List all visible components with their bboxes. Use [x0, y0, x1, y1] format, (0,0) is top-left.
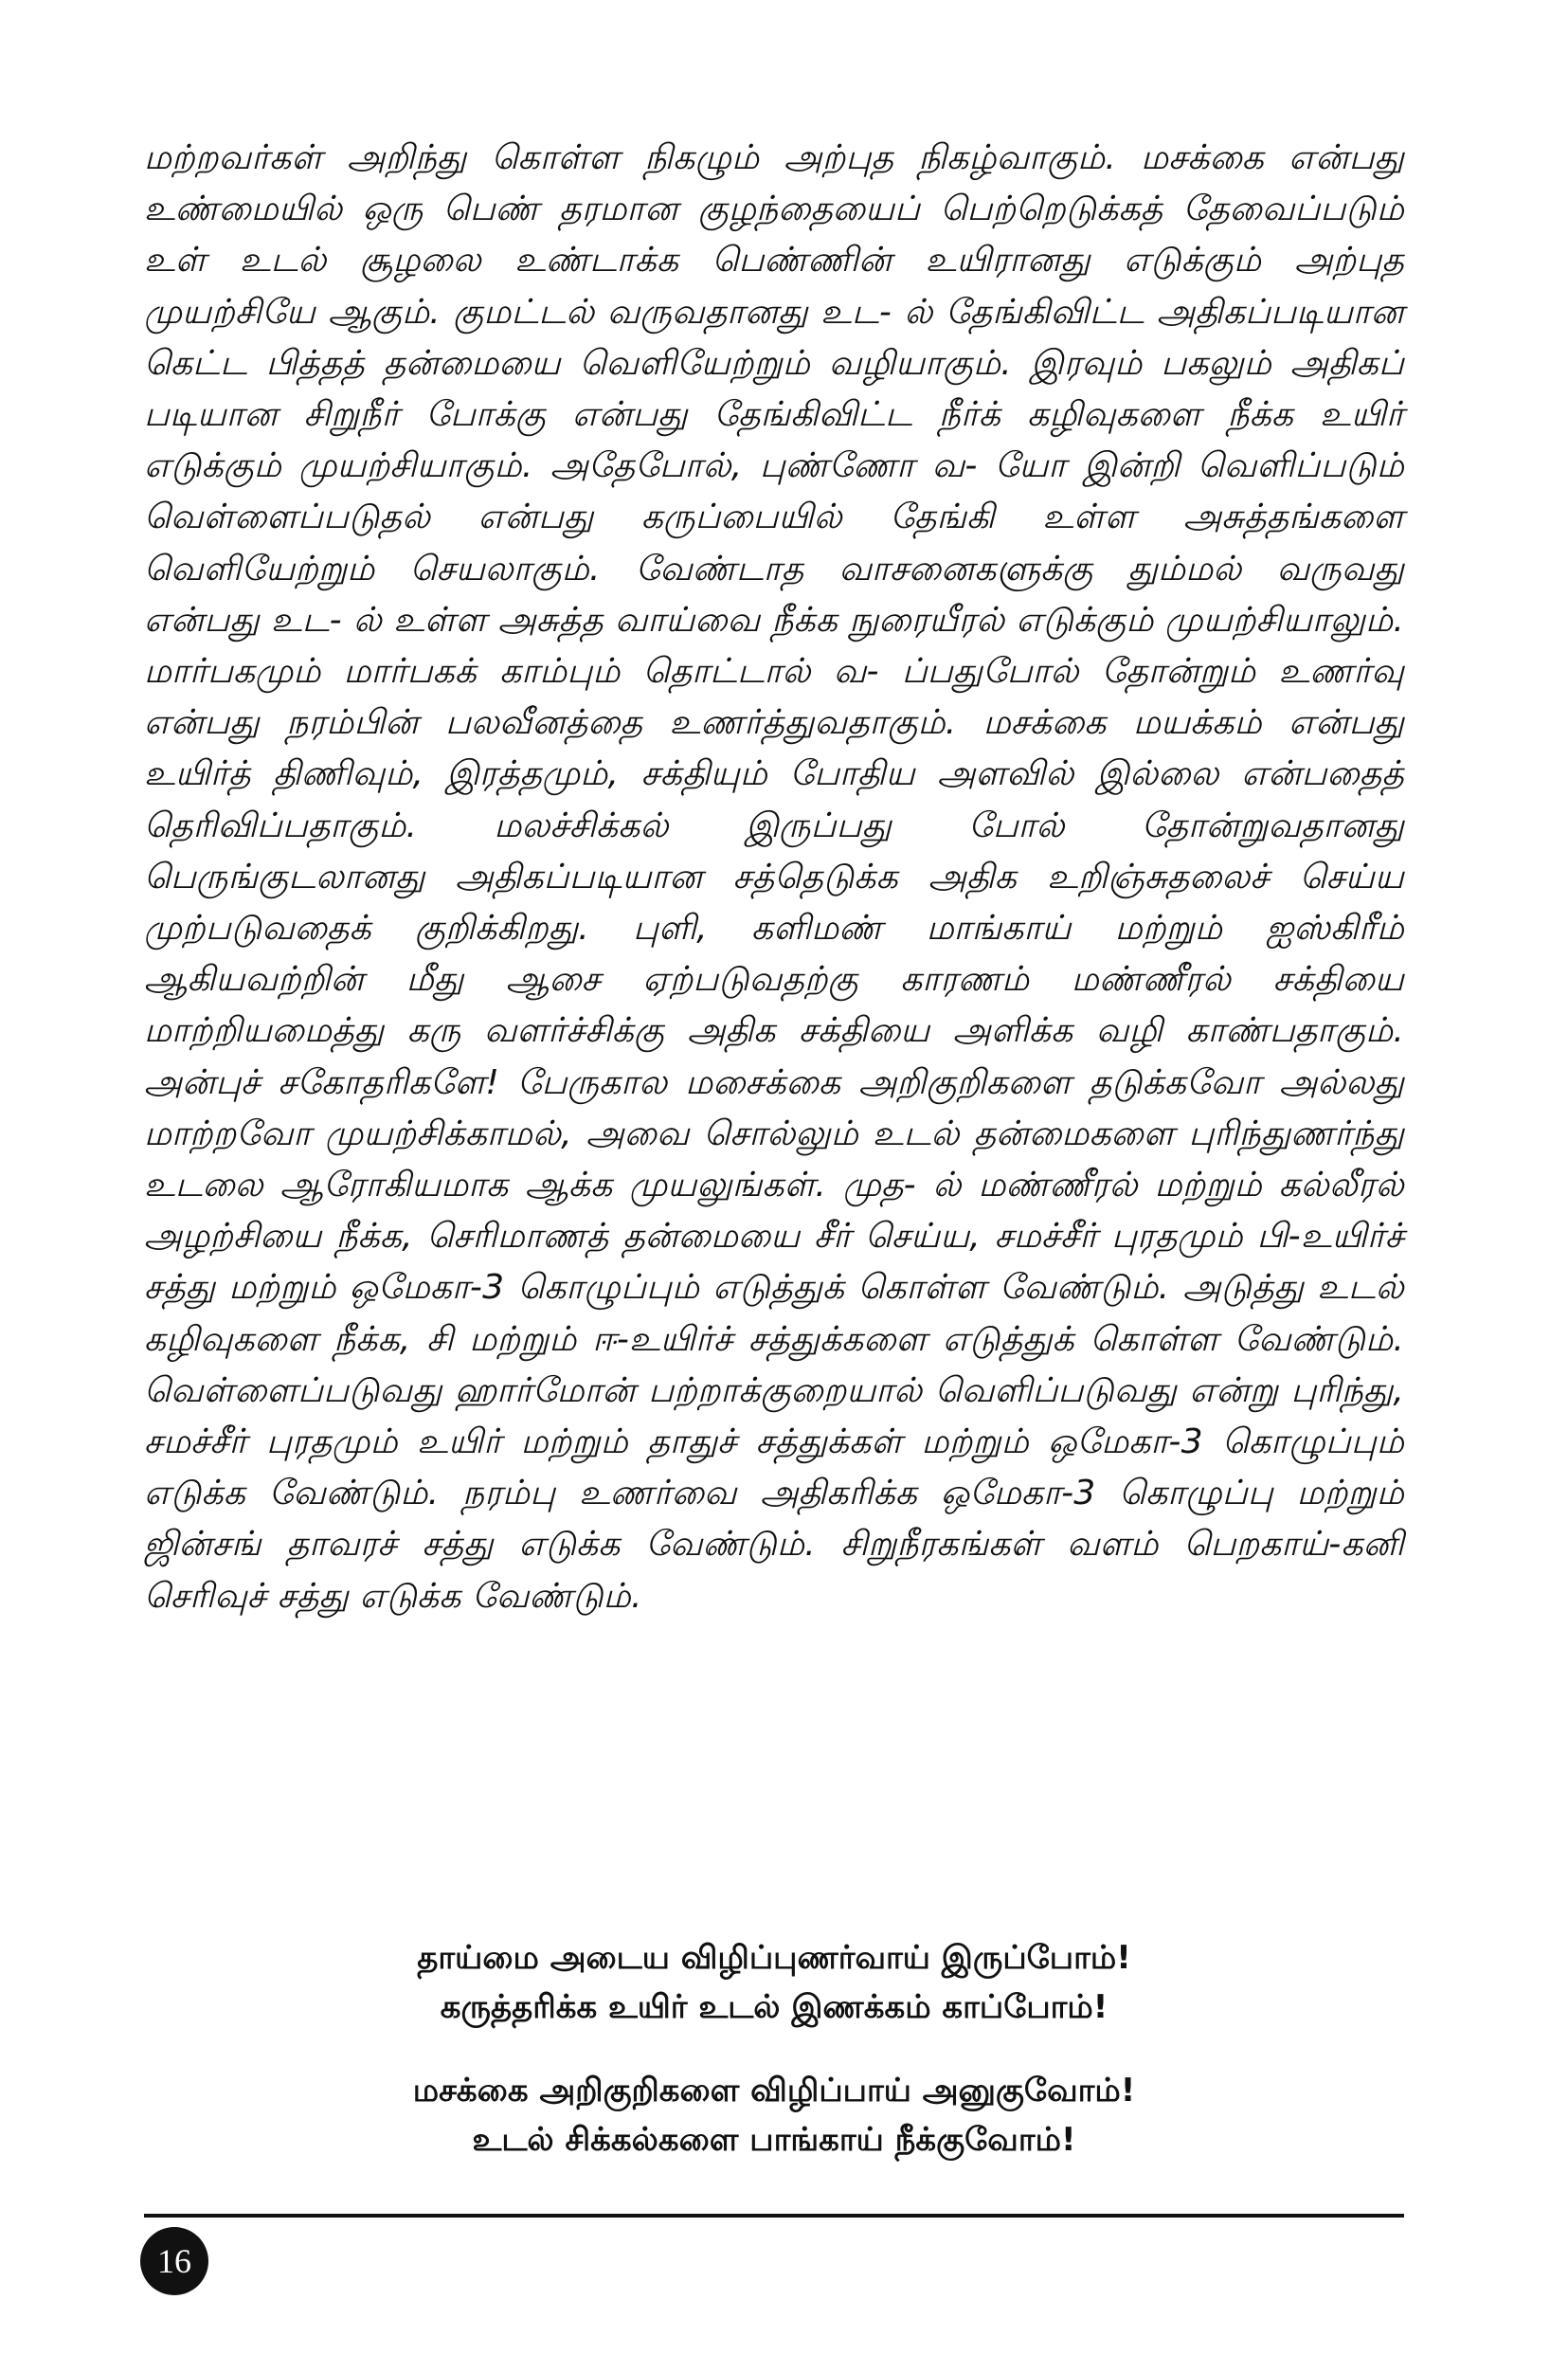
paragraph-text: மற்றவர்கள் அறிந்து கொள்ள நிகழும் அற்புத நிகழ்வாகும். மசக்கை என்பது உண்மையில் ஒரு பெண் தரமான குழந்தையைப் பெற்றெடுக்கத் தேவைப்படும் உள் உடல் சூழலை உண்டாக்க பெண்ணின் உயிரானது எடுக்கும் அற்புத முயற்சியே ஆகும். குமட்டல் வருவதானது உட- ல் தேங்கிவிட்ட அதிகப்படியான கெட்ட பித்தத் தன்மையை வெளியேற்றும் வழியாகும். இரவும் பகலும் அதிகப் படியான சிறுநீர் போக்கு என்பது தேங்கிவிட்ட நீர்க் கழிவுகளை நீக்க உயிர் எடுக்கும் முயற்சியாகும். அதேபோல், புண்ணோ வ- யோ இன்றி வெளிப்படும் வெள்ளைப்படுதல் என்பது கருப்பையில் தேங்கி உள்ள அசுத்தங்களை வெளியேற்றும் செயலாகும். வேண்டாத வாசனைகளுக்கு தும்மல் வருவது என்பது உட- ல் உள்ள அசுத்த வாய்வை நீக்க நுரையீரல் எடுக்கும் முயற்சியாலும். மார்பகமும் மார்பகக் காம்பும் தொட்டால் வ- ப்பதுபோல் தோன்றும் உணர்வு என்பது நரம்பின் பலவீனத்தை உணர்த்துவதாகும். மசக்கை மயக்கம் என்பது உயிர்த் திணிவும், இரத்தமும், சக்தியும் போதிய அளவில் இல்லை என்பதைத் தெரிவிப்பதாகும். மலச்சிக்கல் இருப்பது போல் தோன்றுவதானது பெருங்குடலானது அதிகப்படியான சத்தெடுக்க அதிக உறிஞ்சுதலைச் செய்ய முற்படுவதைக் குறிக்கிறது. புளி, களிமண் மாங்காய் மற்றும் ஐஸ்கிரீம் ஆகியவற்றின் மீது ஆசை ஏற்படுவதற்கு காரணம் மண்ணீரல் சக்தியை மாற்றியமைத்து கரு வளர்ச்சிக்கு அதிக சக்தியை அளிக்க வழி காண்பதாகும். அன்புச் சகோதரிகளே! பேருகால மசைக்கை அறிகுறிகளை தடுக்கவோ அல்லது மாற்றவோ முயற்சிக்காமல், அவை சொல்லும் உடல் தன்மைகளை புரிந்துணர்ந்து உடலை ஆரோகியமாக ஆக்க முயலுங்கள். முத- ல் மண்ணீரல் மற்றும் கல்லீரல் அழற்சியை நீக்க, செரிமாணத் தன்மையை சீர் செய்ய, சமச்சீர் புரதமும் பி-உயிர்ச் சத்து மற்றும் ஒமேகா-3 கொழுப்பும் எடுத்துக் கொள்ள வேண்டும். அடுத்து உடல் கழிவுகளை நீக்க, சி மற்றும் ஈ-உயிர்ச் சத்துக்களை எடுத்துக் கொள்ள வேண்டும். வெள்ளைப்படுவது ஹார்மோன் பற்றாக்குறையால் வெளிப்படுவது என்று புரிந்து, சமச்சீர் புரதமும் உயிர் மற்றும் தாதுச் சத்துக்கள் மற்றும் ஒமேகா-3 கொழுப்பும் எடுக்க வேண்டும். நரம்பு உணர்வை அதிகரிக்க ஒமேகா-3 கொழுப்பு மற்றும் ஜின்சங் தாவரச் சத்து எடுக்க வேண்டும். சிறுநீரகங்கள் வளம் பெறகாய்-கனி செரிவுச் சத்து எடுக்க வேண்டும். — [144, 138, 1404, 1616]
slogan-line: உடல் சிக்கல்களை பாங்காய் நீக்குவோம்! — [472, 2121, 1076, 2159]
slogan-line: தாய்மை அடைய விழிப்புணர்வாய் இருப்போம்! — [417, 1939, 1131, 1977]
page-number-badge: 16 — [140, 2227, 208, 2295]
slogan-block-2 — [144, 2066, 1404, 2164]
body-paragraph — [144, 133, 1404, 1622]
footer-divider — [144, 2214, 1404, 2218]
slogan-line: மசக்கை அறிகுறிகளை விழிப்பாய் அனுகுவோம்! — [412, 2072, 1136, 2110]
slogan-block-1 — [144, 1933, 1404, 2032]
slogan-line: கருத்தரிக்க உயிர் உடல் இணக்கம் காப்போம்! — [440, 1988, 1108, 2026]
